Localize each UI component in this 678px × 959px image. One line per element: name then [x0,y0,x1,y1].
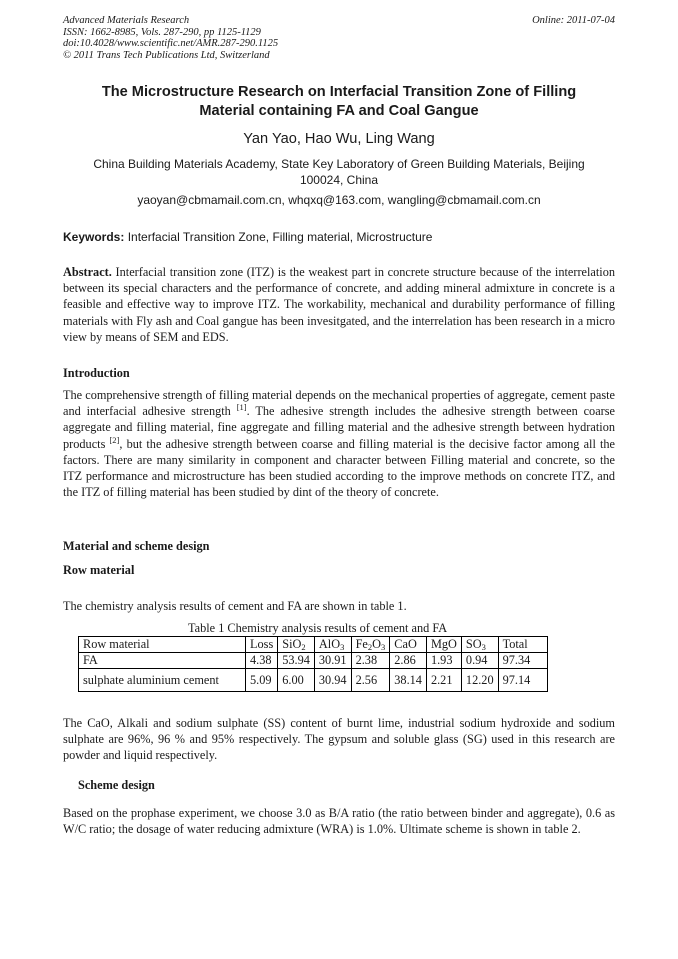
introduction-heading: Introduction [63,366,130,380]
intro-text-1: The comprehensive strength of filling material depends on the mechanical properties of aggregate, cement paste and interfacial adhesive strength [63,388,615,419]
author-emails: yaoyan@cbmamail.com.cn, whqxq@163.com, wangling@cbmamail.com.cn [137,193,541,207]
introduction-paragraph [63,387,615,500]
header-cao: CaO [390,637,427,653]
table-caption: Table 1 Chemistry analysis results of cement and FA [188,621,448,635]
keywords-text: Interfacial Transition Zone, Filling material, Microstructure [127,230,433,244]
header-loss: Loss [246,637,278,653]
header-alo3: AlO$_3$ [314,637,351,653]
title-line-2: Material containing FA and Coal Gangue [199,103,479,119]
issn-line: ISSN: 1662-8985, Vols. 287-290, pp 1125-1129 [63,26,261,38]
header-mgo: MgO [426,637,461,653]
affiliation-line-2: 100024, China [299,173,379,187]
abstract [63,264,615,345]
table-cell: 5.09 [246,669,278,692]
table-cell: 12.20 [461,669,498,692]
materials-paragraph: The CaO, Alkali and sodium sulphate (SS) content of burnt lime, industrial sodium hydroxide and sodium sulphate are 96%, 96 % and 95% respectively. The gypsum and soluble glass (SG) used in this research are powder and liquid respectively. [63,716,615,763]
table-cell: 97.34 [498,653,547,669]
table-cell: FA [79,653,246,669]
table-cell: 0.94 [461,653,498,669]
table-header-row [79,637,548,653]
online-date: Online: 2011-07-04 [532,15,615,26]
table-cell: 38.14 [390,669,427,692]
copyright-line: © 2011 Trans Tech Publications Ltd, Switzerland [63,49,270,61]
header-so3: $SO_3$ [461,637,498,653]
affiliation-line-1: China Building Materials Academy, State Key Laboratory of Green Building Materials, Beijing [93,157,585,171]
journal-name: Advanced Materials Research [63,15,190,26]
chemistry-table [78,636,548,692]
table-cell: 1.93 [426,653,461,669]
table-cell: 2.56 [351,669,390,692]
abstract-label: Abstract. [63,265,112,279]
table-cell: 6.00 [278,669,315,692]
paper-title [63,83,615,121]
table-cell: 30.94 [314,669,351,692]
table-cell: 53.94 [278,653,315,669]
table-cell: sulphate aluminium cement [79,669,246,692]
table-cell: 2.21 [426,669,461,692]
table-cell: 2.38 [351,653,390,669]
table-row [79,653,548,669]
table-cell: 30.91 [314,653,351,669]
affiliation [75,156,603,188]
abstract-text: Interfacial transition zone (ITZ) is the weakest part in concrete structure because of the interrelation between its special characters and the performance of concrete, and adding mineral admixture in concrete is a feasible and effective way to improve ITZ. The workability, mechanical and durability performance of filling materials with Fly ash and Coal gangue has been invesitgated, and the interrelation has been research in a micro view by means of SEM and EDS. [63,265,616,344]
intro-text-3: , but the adhesive strength between coarse and filling material is the decisive factor among all the factors. There are many similarity in component and character between Filling material and concrete, so the ITZ performance and microstructure has been studied according to the improve methods on concrete ITZ, and the ITZ of filling material has been studied by dint of the theory of concrete. [63,436,615,500]
authors: Yan Yao, Hao Wu, Ling Wang [243,131,435,147]
table-cell: 97.14 [498,669,547,692]
title-line-1: The Microstructure Research on Interfacial Transition Zone of Filling [101,84,577,100]
table-cell: 4.38 [246,653,278,669]
journal-header [63,15,615,61]
scheme-design-heading: Scheme design [78,778,155,792]
header-fe2o3: $Fe_2O_3$ [351,637,390,653]
row-material-heading: Row material [63,563,135,577]
material-heading: Material and scheme design [63,539,210,553]
reference-1: [1] [236,402,247,413]
header-total: Total [498,637,547,653]
intro-text-2: . The adhesive strength includes the adhesive strength between coarse aggregate and filling material, fine aggregate and filling material and the adhesive strength between hydration products [63,404,616,451]
scheme-paragraph: Based on the prophase experiment, we choose 3.0 as B/A ratio (the ratio between binder and aggregate), 0.6 as W/C ratio; the dosage of water reducing admixture (WRA) is 1.0%. Ultimate scheme is shown in table 2. [63,806,615,837]
doi-line: doi:10.4028/www.scientific.net/AMR.287-290.1125 [63,38,279,49]
reference-2: [2] [109,434,120,445]
keywords-label: Keywords: [63,230,125,244]
table-cell: 2.86 [390,653,427,669]
header-sio2: SiO$_2$ [278,637,315,653]
table-row [79,669,548,692]
table-intro: The chemistry analysis results of cement and FA are shown in table 1. [63,599,407,613]
header-material: Row material [79,637,246,653]
keywords [63,230,615,244]
